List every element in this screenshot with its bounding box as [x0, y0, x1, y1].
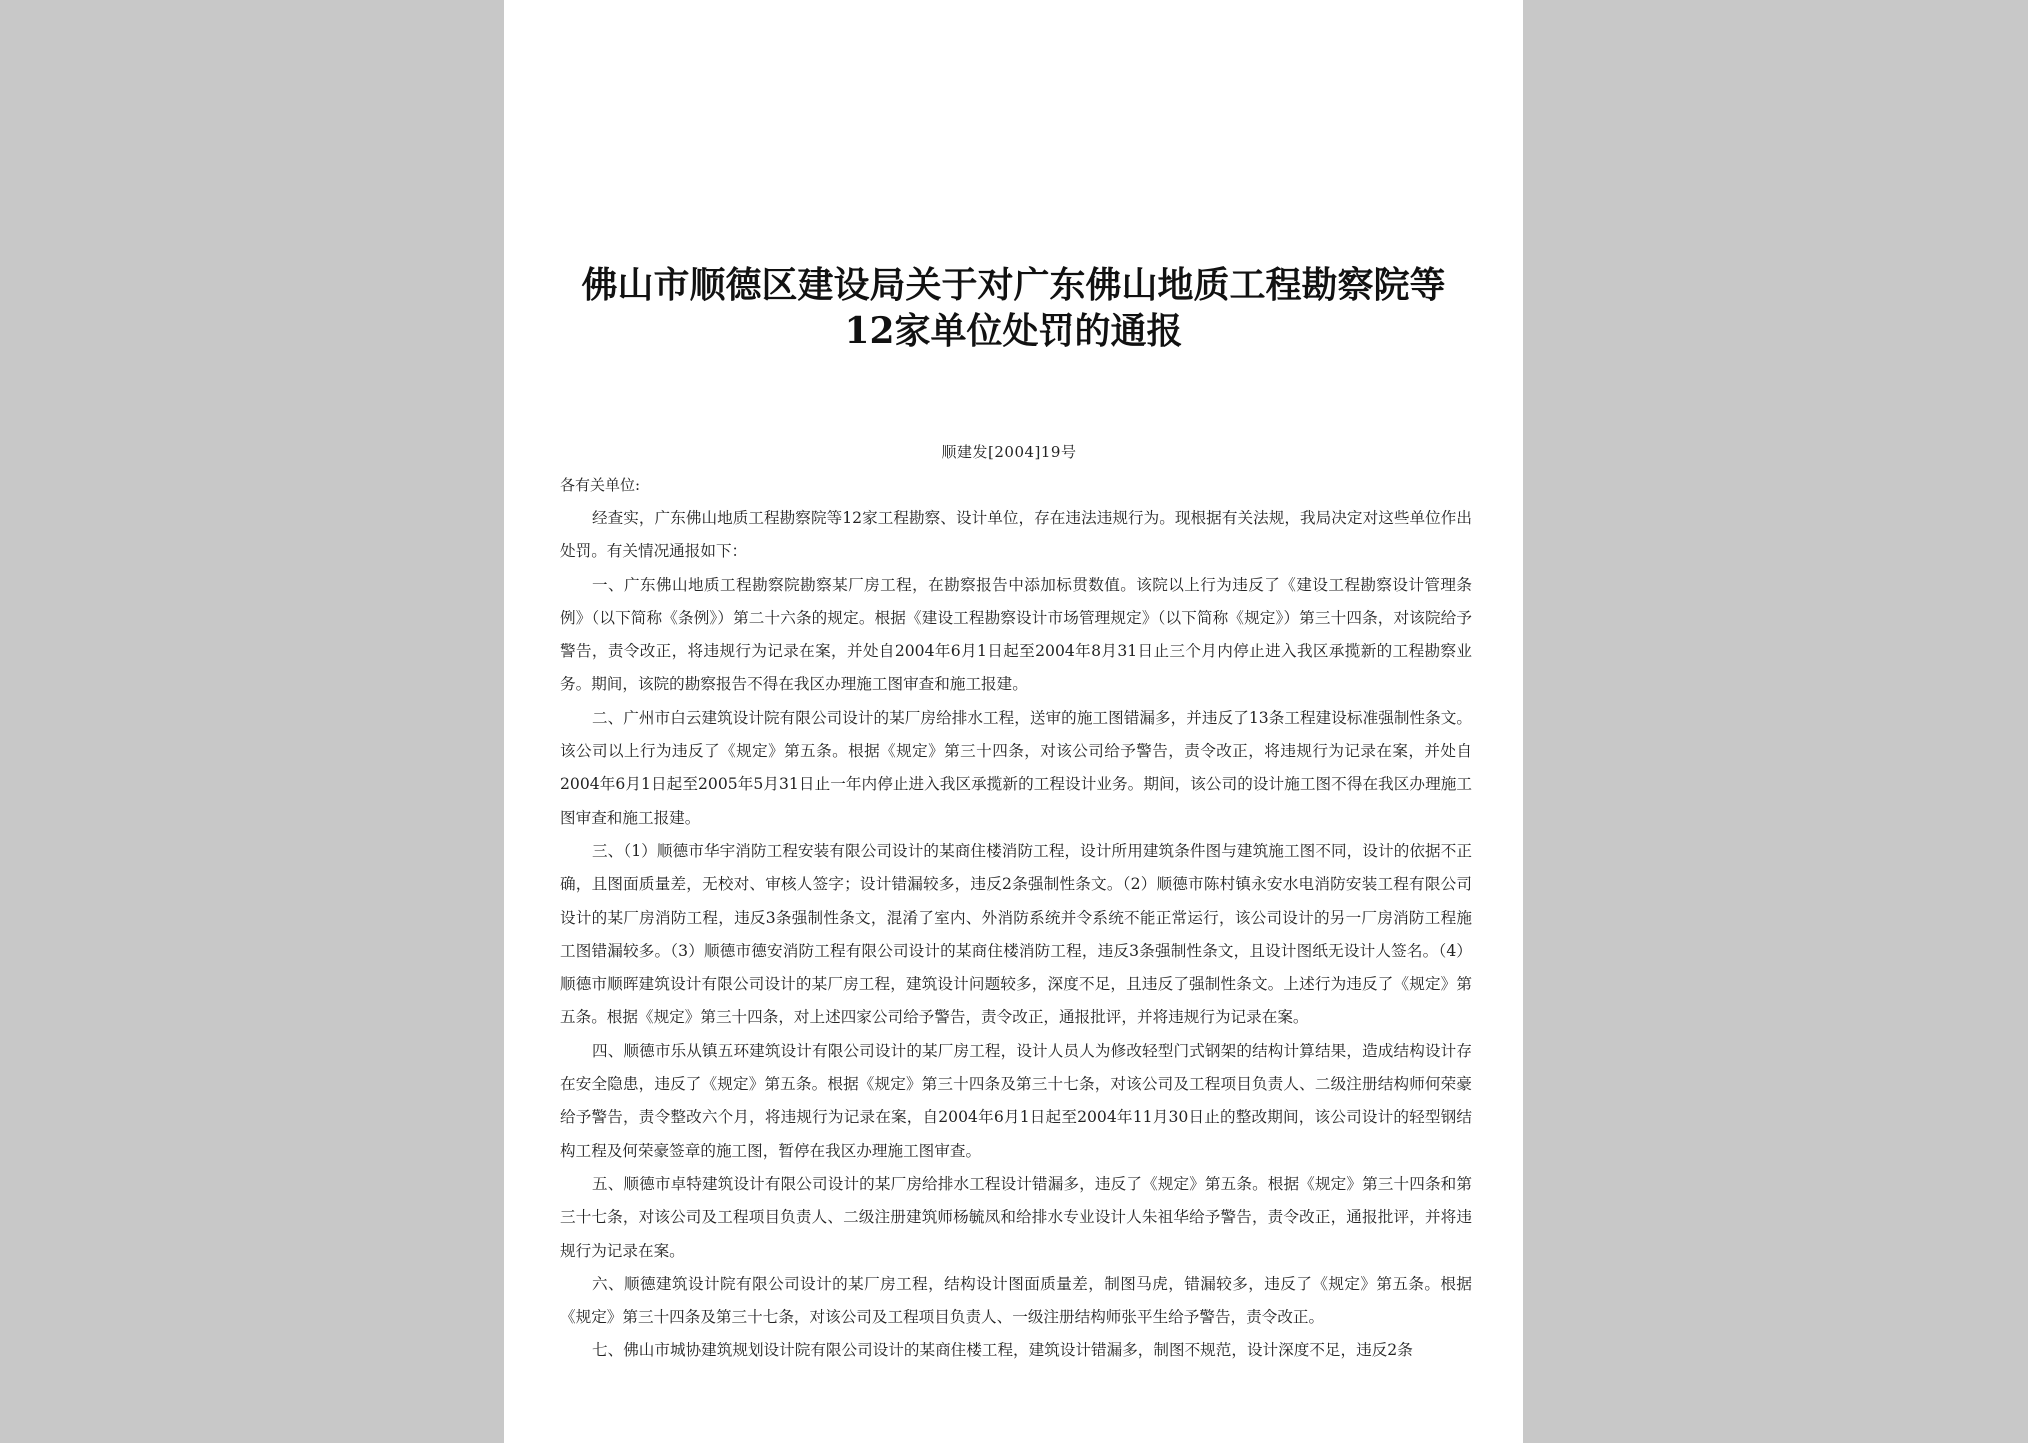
document-body	[560, 502, 1472, 1368]
paragraph-item-4: 四、顺德市乐从镇五环建筑设计有限公司设计的某厂房工程，设计人员人为修改轻型门式钢架的结构计算结果，造成结构设计存在安全隐患，违反了《规定》第五条。根据《规定》第三十四条及第三十七条，对该公司及工程项目负责人、二级注册结构师何荣豪给予警告，责令整改六个月，将违规行为记录在案，自2004年6月1日起至2004年11月30日止的整改期间，该公司设计的轻型钢结构工程及何荣豪签章的施工图，暂停在我区办理施工图审查。	[560, 1041, 1472, 1160]
addressee: 各有关单位:	[560, 476, 641, 494]
document-number: 顺建发[2004]19号	[941, 443, 1077, 461]
paragraph-intro: 经查实，广东佛山地质工程勘察院等12家工程勘察、设计单位，存在违法违规行为。现根据有关法规，我局决定对这些单位作出处罚。有关情况通报如下：	[560, 509, 1472, 561]
paragraph-item-5: 五、顺德市卓特建筑设计有限公司设计的某厂房给排水工程设计错漏多，违反了《规定》第五条。根据《规定》第三十四条和第三十七条，对该公司及工程项目负责人、二级注册建筑师杨毓凤和给排水专业设计人朱祖华给予警告，责令改正，通报批评，并将违规行为记录在案。	[560, 1174, 1472, 1260]
document-title	[544, 262, 1483, 354]
title-line-2: 12家单位处罚的通报	[844, 310, 1183, 352]
paragraph-item-1: 一、广东佛山地质工程勘察院勘察某厂房工程，在勘察报告中添加标贯数值。该院以上行为违反了《建设工程勘察设计管理条例》（以下简称《条例》）第二十六条的规定。根据《建设工程勘察设计市场管理规定》（以下简称《规定》）第三十四条，对该院给予警告，责令改正，将违规行为记录在案，并处自2004年6月1日起至2004年8月31日止三个月内停止进入我区承揽新的工程勘察业务。期间，该院的勘察报告不得在我区办理施工图审查和施工报建。	[560, 575, 1472, 694]
paragraph-item-7: 七、佛山市城协建筑规划设计院有限公司设计的某商住楼工程，建筑设计错漏多，制图不规范，设计深度不足，违反2条	[592, 1341, 1413, 1360]
paragraph-item-6: 六、顺德建筑设计院有限公司设计的某厂房工程，结构设计图面质量差，制图马虎，错漏较多，违反了《规定》第五条。根据《规定》第三十四条及第三十七条，对该公司及工程项目负责人、一级注册结构师张平生给予警告，责令改正。	[560, 1274, 1472, 1327]
title-line-1: 佛山市顺德区建设局关于对广东佛山地质工程勘察院等	[581, 264, 1446, 306]
document-page	[504, 0, 1523, 1443]
paragraph-item-2: 二、广州市白云建筑设计院有限公司设计的某厂房给排水工程，送审的施工图错漏多，并违反了13条工程建设标准强制性条文。该公司以上行为违反了《规定》第五条。根据《规定》第三十四条，对该公司给予警告，责令改正，将违规行为记录在案，并处自2004年6月1日起至2005年5月31日止一年内停止进入我区承揽新的工程设计业务。期间，该公司的设计施工图不得在我区办理施工图审查和施工报建。	[560, 708, 1472, 827]
paragraph-item-3: 三、（1）顺德市华宇消防工程安装有限公司设计的某商住楼消防工程，设计所用建筑条件图与建筑施工图不同，设计的依据不正确，且图面质量差，无校对、审核人签字；设计错漏较多，违反2条强制性条文。（2）顺德市陈村镇永安水电消防安装工程有限公司设计的某厂房消防工程，违反3条强制性条文，混淆了室内、外消防系统并令系统不能正常运行，该公司设计的另一厂房消防工程施工图错漏较多。（3）顺德市德安消防工程有限公司设计的某商住楼消防工程，违反3条强制性条文，且设计图纸无设计人签名。（4）顺德市顺晖建筑设计有限公司设计的某厂房工程，建筑设计问题较多，深度不足，且违反了强制性条文。上述行为违反了《规定》第五条。根据《规定》第三十四条，对上述四家公司给予警告，责令改正，通报批评，并将违规行为记录在案。	[560, 841, 1472, 1027]
